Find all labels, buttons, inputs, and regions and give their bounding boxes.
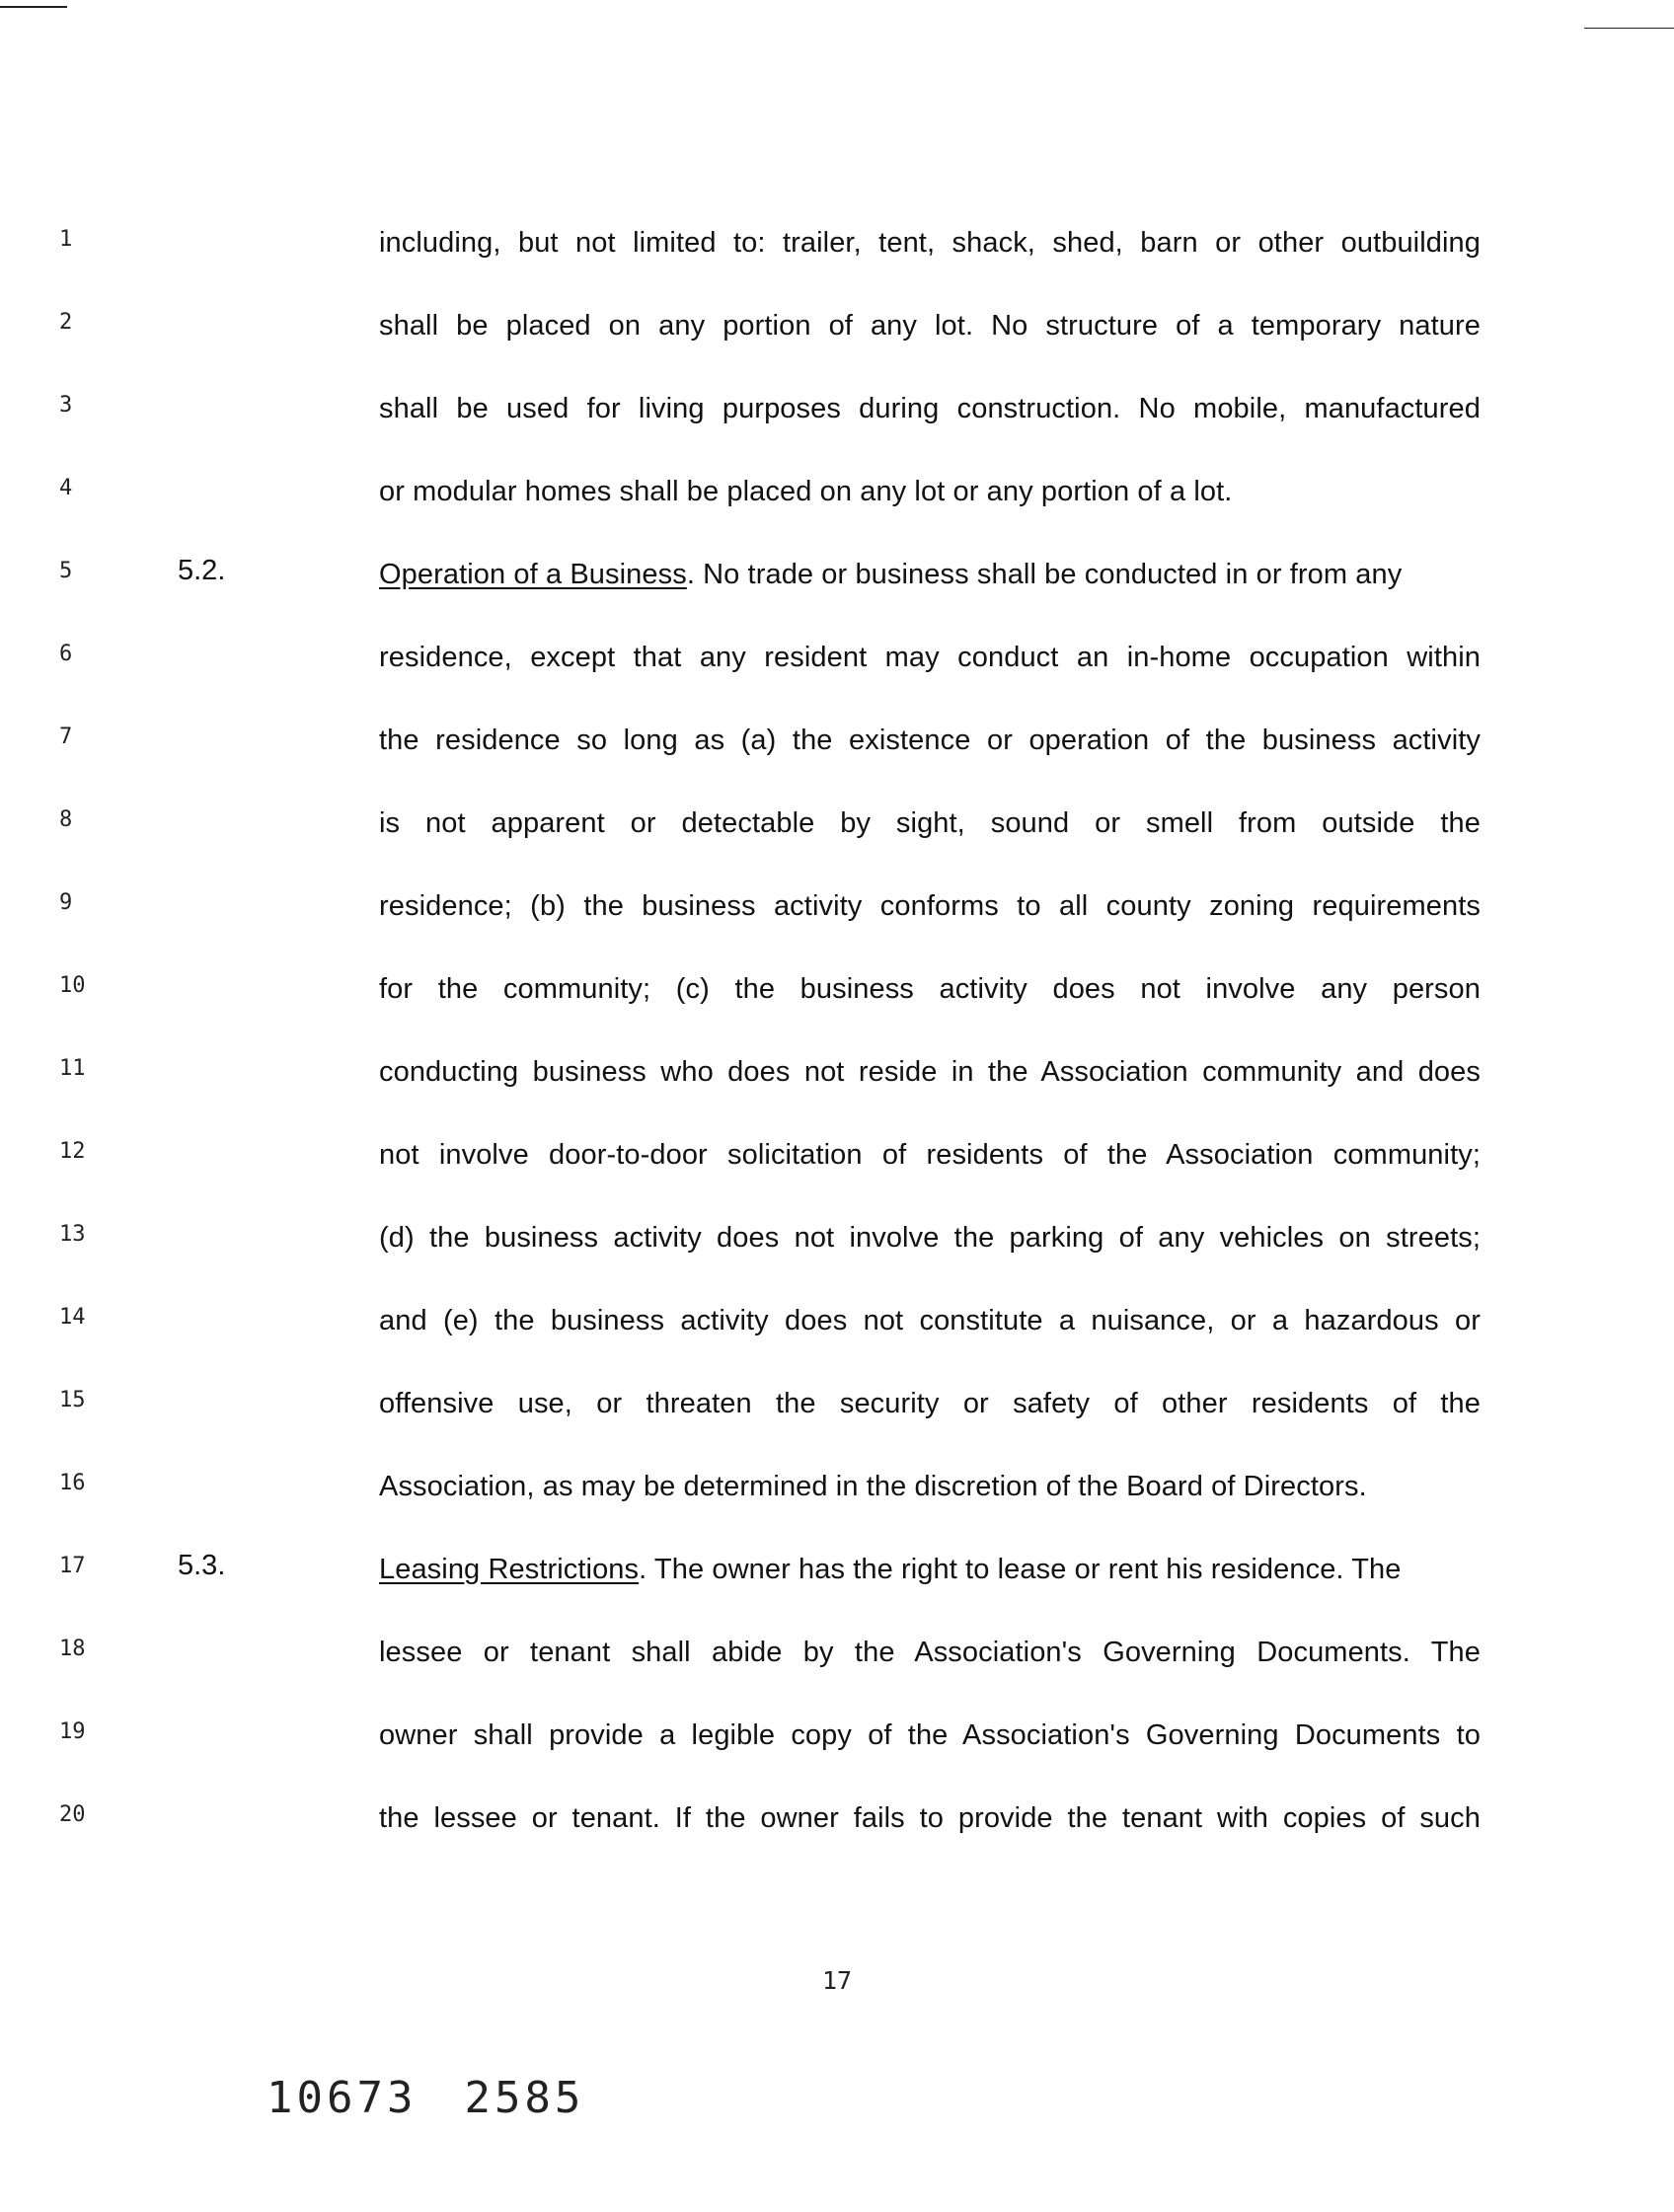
text-line: owner shall provide a legible copy of the Association's Governing Documents to <box>379 1719 1481 1751</box>
line-number: 20 <box>59 1802 86 1827</box>
text-line: including, but not limited to: trailer, tent, shack, shed, barn or other outbuilding <box>379 227 1481 259</box>
text-line: shall be placed on any portion of any lot. No structure of a temporary nature <box>379 310 1481 342</box>
line-number: 14 <box>59 1305 86 1330</box>
book-page-number: 2585 <box>464 2073 585 2123</box>
scan-edge-mark-right <box>1584 28 1674 29</box>
line-number: 5 <box>59 559 73 583</box>
line-number: 4 <box>59 476 73 500</box>
text-line: (d) the business activity does not involve the parking of any vehicles on streets; <box>379 1222 1481 1254</box>
text-line: the lessee or tenant. If the owner fails to provide the tenant with copies of such <box>379 1802 1481 1834</box>
line-number: 2 <box>59 310 73 335</box>
section-text: . No trade or business shall be conducted in or from any <box>686 559 1403 590</box>
section-text: . The owner has the right to lease or rent his residence. The <box>639 1554 1402 1585</box>
line-number: 1 <box>59 227 73 252</box>
line-number: 18 <box>59 1637 86 1661</box>
text-line: Association, as may be determined in the discretion of the Board of Directors. <box>379 1471 1367 1502</box>
line-number: 9 <box>59 890 73 915</box>
text-line: offensive use, or threaten the security or safety of other residents of the <box>379 1388 1481 1419</box>
text-line: shall be used for living purposes during construction. No mobile, manufactured <box>379 393 1481 424</box>
line-number: 16 <box>59 1471 86 1495</box>
page-number: 17 <box>821 1966 853 1995</box>
text-line: conducting business who does not reside in the Association community and does <box>379 1056 1481 1088</box>
text-line: or modular homes shall be placed on any lot or any portion of a lot. <box>379 476 1233 507</box>
line-number: 17 <box>59 1554 86 1578</box>
line-number: 8 <box>59 807 73 832</box>
line-number: 13 <box>59 1222 86 1247</box>
text-line: for the community; (c) the business activity does not involve any person <box>379 973 1481 1005</box>
line-number: 19 <box>59 1719 86 1744</box>
line-number: 6 <box>59 642 73 666</box>
text-line <box>379 1552 1481 1587</box>
text-line: the residence so long as (a) the existence or operation of the business activity <box>379 725 1481 756</box>
text-line: not involve door-to-door solicitation of residents of the Association community; <box>379 1139 1481 1171</box>
line-number: 7 <box>59 725 73 749</box>
text-line: and (e) the business activity does not constitute a nuisance, or a hazardous or <box>379 1305 1481 1336</box>
text-line: residence; (b) the business activity conforms to all county zoning requirements <box>379 890 1481 922</box>
book-page-reference <box>266 2073 584 2123</box>
text-line: is not apparent or detectable by sight, sound or smell from outside the <box>379 807 1481 839</box>
text-line: residence, except that any resident may conduct an in-home occupation within <box>379 642 1481 673</box>
section-heading: Operation of a Business <box>379 559 687 590</box>
line-number: 15 <box>59 1388 86 1412</box>
line-number: 10 <box>59 973 86 998</box>
text-line <box>379 557 1481 592</box>
book-number: 10673 <box>266 2073 418 2123</box>
line-number: 3 <box>59 393 73 418</box>
line-number: 11 <box>59 1056 86 1081</box>
section-number: 5.3. <box>178 1550 226 1581</box>
scan-edge-mark-left <box>0 6 67 8</box>
line-number: 12 <box>59 1139 86 1164</box>
text-line: lessee or tenant shall abide by the Association's Governing Documents. The <box>379 1637 1481 1668</box>
section-heading: Leasing Restrictions <box>379 1554 640 1585</box>
section-number: 5.2. <box>178 555 226 586</box>
